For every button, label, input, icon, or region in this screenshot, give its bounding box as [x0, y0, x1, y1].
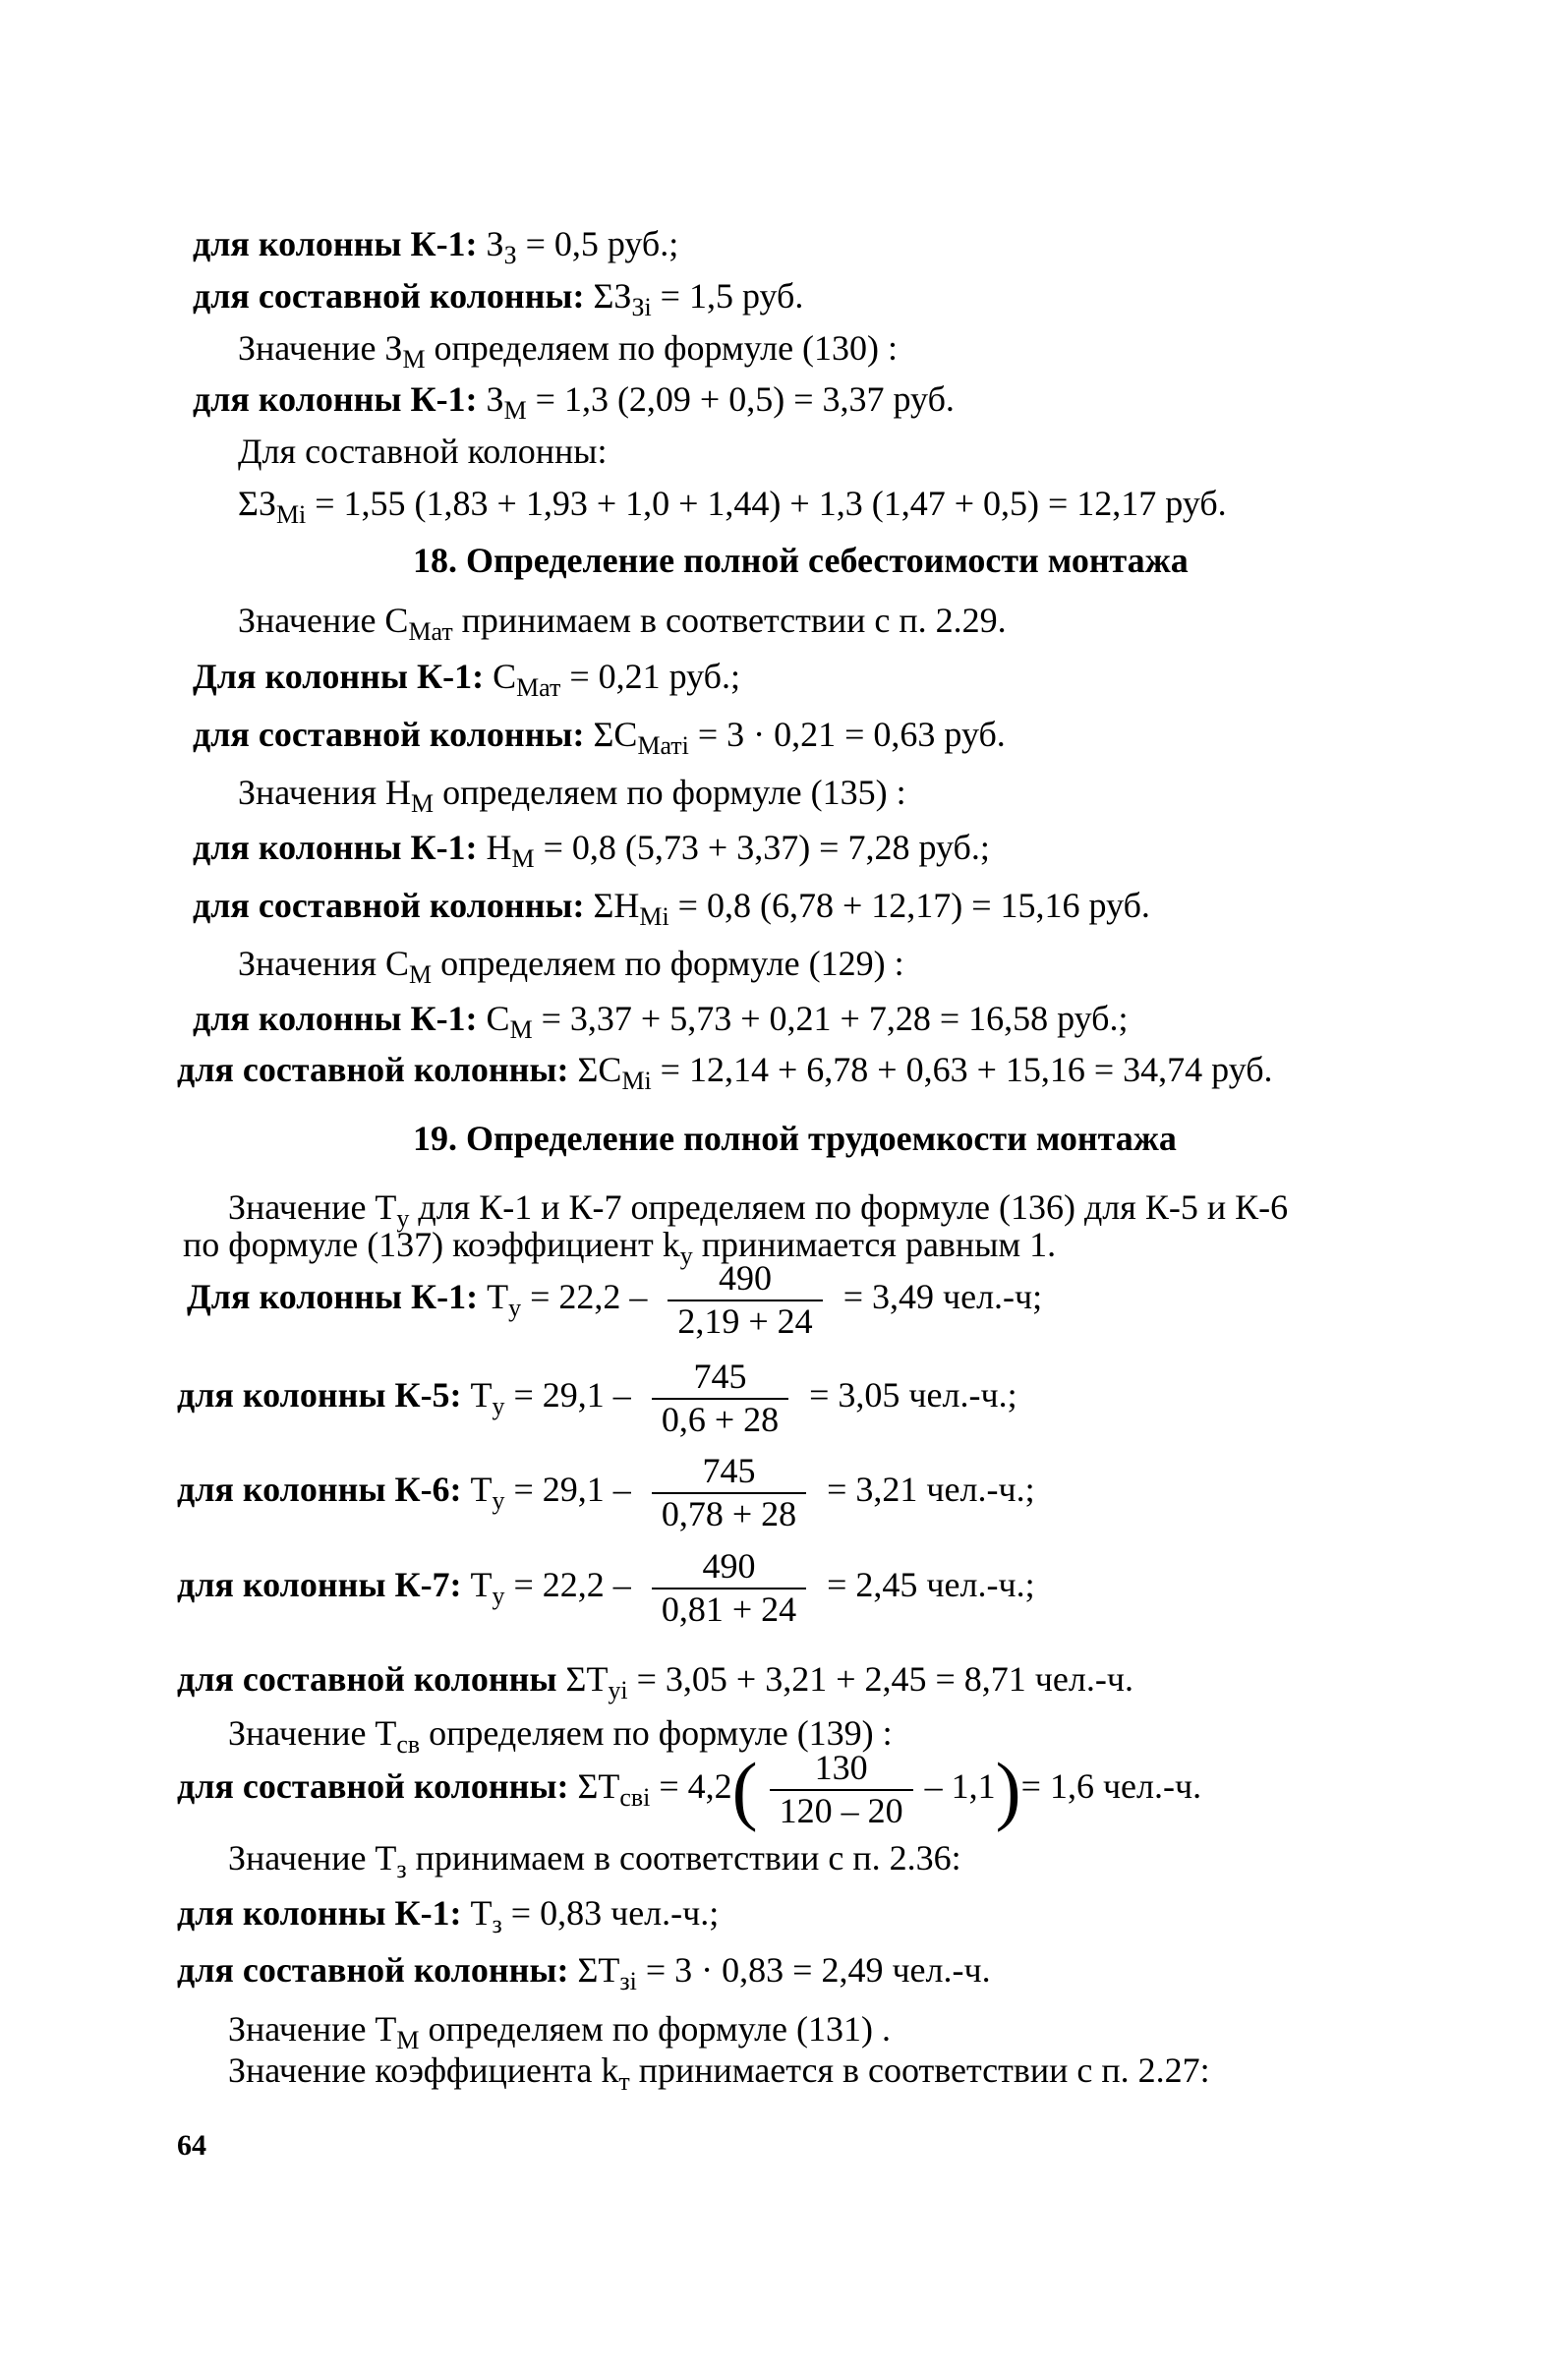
fraction: $\frac{490}{0,81 + 24}$	[652, 1548, 806, 1629]
line-composite-cm: для составной колонны: $\Sigma С_{Mi} = 12,14 + 6,78 + 0,63 + 15,16 = 34,74$ руб.	[177, 1050, 1273, 1095]
page-number: 64	[177, 2129, 206, 2162]
line-k1-hm: для колонны К-1: $Н_М = 0,8$ (5,73 + 3,37) = 7,28 руб.;	[193, 828, 990, 873]
fraction: $\frac{745}{0,78 + 28}$	[652, 1453, 806, 1533]
line-k1-z3: для колонны К-1: $З_З = 0,5$ руб.;	[193, 224, 679, 269]
line-composite-hm: для составной колонны: $\Sigma Н_{Mi} = 0,8$ (6,78 + 12,17) = 15,16 руб.	[193, 886, 1150, 931]
line-k1-tz: для колонны К-1: $Т_з = 0,83$ чел.-ч.;	[177, 1893, 720, 1938]
line-tm-formula-ref: Значение $Т_М$ определяем по формуле (131) .	[228, 2009, 891, 2054]
section-heading-19: 19. Определение полной трудоемкости монтажа	[413, 1119, 1177, 1158]
line-composite-zm: $\Sigma З_{Mi} = 1,55$ (1,83 + 1,93 + 1,0 + 1,44) + 1,3 (1,47 + 0,5) = 12,17 руб.	[238, 484, 1227, 529]
line-cmat-intro: Значение $С_{Мат}$ принимаем в соответствии с п. 2.29.	[238, 601, 1007, 646]
close-paren: )	[995, 1746, 1021, 1832]
line-ty-intro: Значение $Т_у$ для К-1 и К-7 определяем по формуле (136) для К-5 и К-6	[228, 1187, 1289, 1233]
line-composite-tz: для составной колонны: $\Sigma Т_{зi} = 3 \cdot 0,83 = 2,49$ чел.-ч.	[177, 1950, 991, 1995]
formula-composite-tsv: для составной колонны: $\Sigma Т_{свi} = 4,2$( $\frac{130}{120 - 20}$ – 1,1)= 1,6 чел.-ч.	[177, 1746, 1202, 1832]
formula-k1-ty: Для колонны К-1: $Т_у = 22,2$ – $\frac{490}{2,19 + 24}$ = 3,49 чел.-ч;	[187, 1258, 1043, 1341]
line-zm-formula-ref: Значение $З_М$ определяем по формуле (130) :	[238, 328, 899, 374]
line-composite-z3: для составной колонны: $\Sigma З_{Зi} = 1,5$ руб.	[193, 276, 804, 321]
section-heading-18: 18. Определение полной себестоимости монтажа	[413, 541, 1189, 580]
formula-k7-ty: для колонны К-7: $Т_у = 22,2$ – $\frac{490}{0,81 + 24}$ = 2,45 чел.-ч.;	[177, 1546, 1035, 1629]
formula-k5-ty: для колонны К-5: $Т_у = 29,1$ – $\frac{745}{0,6 + 28}$ = 3,05 чел.-ч.;	[177, 1357, 1017, 1439]
fraction: $\frac{745}{0,6 + 28}$	[652, 1358, 788, 1439]
line-cm-formula-ref: Значения $С_М$ определяем по формуле (129) :	[238, 944, 904, 989]
line-composite-cmat: для составной колонны: $\Sigma С_{Матi} = 3 \cdot 0,21 = 0,63$ руб.	[193, 715, 1006, 760]
fraction: $\frac{130}{120 - 20}$	[770, 1750, 913, 1830]
line-k1-cmat: Для колонны К-1: $С_{Мат} = 0,21$ руб.;	[193, 657, 740, 702]
line-k1-zm: для колонны К-1: $З_М = 1,3$ (2,09 + 0,5) = 3,37 руб.	[193, 379, 955, 425]
line-kt-intro: Значение коэффициента $k_т$ принимается в соответствии с п. 2.27:	[228, 2051, 1210, 2096]
open-paren: (	[731, 1746, 758, 1832]
line-composite-ty: для составной колонны $\Sigma Т_{уi} = 3,05 + 3,21 + 2,45 = 8,71$ чел.-ч.	[177, 1659, 1133, 1705]
line-k1-cm: для колонны К-1: $С_М = 3,37 + 5,73 + 0,21 + 7,28 = 16,58$ руб.;	[193, 999, 1129, 1044]
line-tz-intro: Значение $Т_з$ принимаем в соответствии с п. 2.36:	[228, 1838, 961, 1883]
line-ky-intro: по формуле (137) коэффициент $k_у$ принимается равным 1.	[183, 1225, 1057, 1270]
line-composite-label: Для составной колонны:	[238, 432, 608, 471]
line-tsv-formula-ref: Значение $Т_{св}$ определяем по формуле (139) :	[228, 1713, 893, 1759]
line-hm-formula-ref: Значения $Н_М$ определяем по формуле (135) :	[238, 773, 906, 818]
fraction: $\frac{490}{2,19 + 24}$	[668, 1260, 822, 1341]
formula-k6-ty: для колонны К-6: $Т_у = 29,1$ – $\frac{745}{0,78 + 28}$ = 3,21 чел.-ч.;	[177, 1451, 1035, 1533]
